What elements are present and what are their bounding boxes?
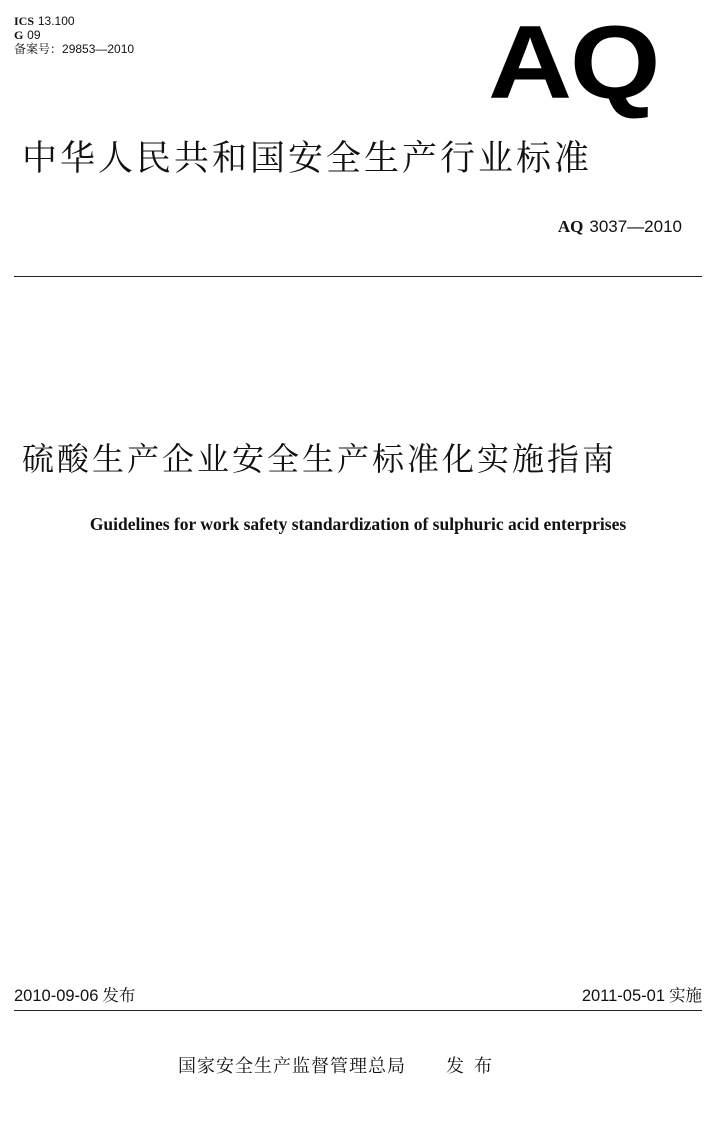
implement-date: 2011-05-01 xyxy=(581,987,665,1005)
filing-label: 备案号： xyxy=(14,42,63,56)
implement-word: 实施 xyxy=(669,986,702,1005)
issuer-line xyxy=(178,1054,502,1080)
ics-label: ICS xyxy=(14,14,35,28)
issue-date-block xyxy=(14,985,135,1007)
g-value: 09 xyxy=(27,28,41,42)
g-line xyxy=(14,28,134,42)
filing-value: 29853—2010 xyxy=(62,42,135,56)
classification-block xyxy=(14,14,134,56)
aq-logo: AQ xyxy=(488,5,659,121)
top-divider xyxy=(14,276,702,277)
bottom-divider xyxy=(14,1010,702,1011)
filing-line xyxy=(14,42,134,56)
org-title: 中华人民共和国安全生产行业标准 xyxy=(22,139,593,179)
standard-code: AQ xyxy=(557,217,584,236)
issuer-action: 发布 xyxy=(446,1056,502,1077)
issue-word: 发布 xyxy=(102,986,136,1005)
issue-date: 2010-09-06 xyxy=(14,987,99,1005)
issuer-name: 国家安全生产监督管理总局 xyxy=(178,1056,406,1077)
standard-number xyxy=(558,214,682,240)
standard-number-value: 3037—2010 xyxy=(589,217,682,236)
ics-value: 13.100 xyxy=(37,14,75,28)
ics-line xyxy=(14,14,134,28)
g-label: G xyxy=(14,28,24,42)
document-title: 硫酸生产企业安全生产标准化实施指南 xyxy=(22,440,618,478)
implement-date-block xyxy=(582,985,702,1007)
document-subtitle: Guidelines for work safety standardization of sulphuric acid enterprises xyxy=(89,514,627,534)
